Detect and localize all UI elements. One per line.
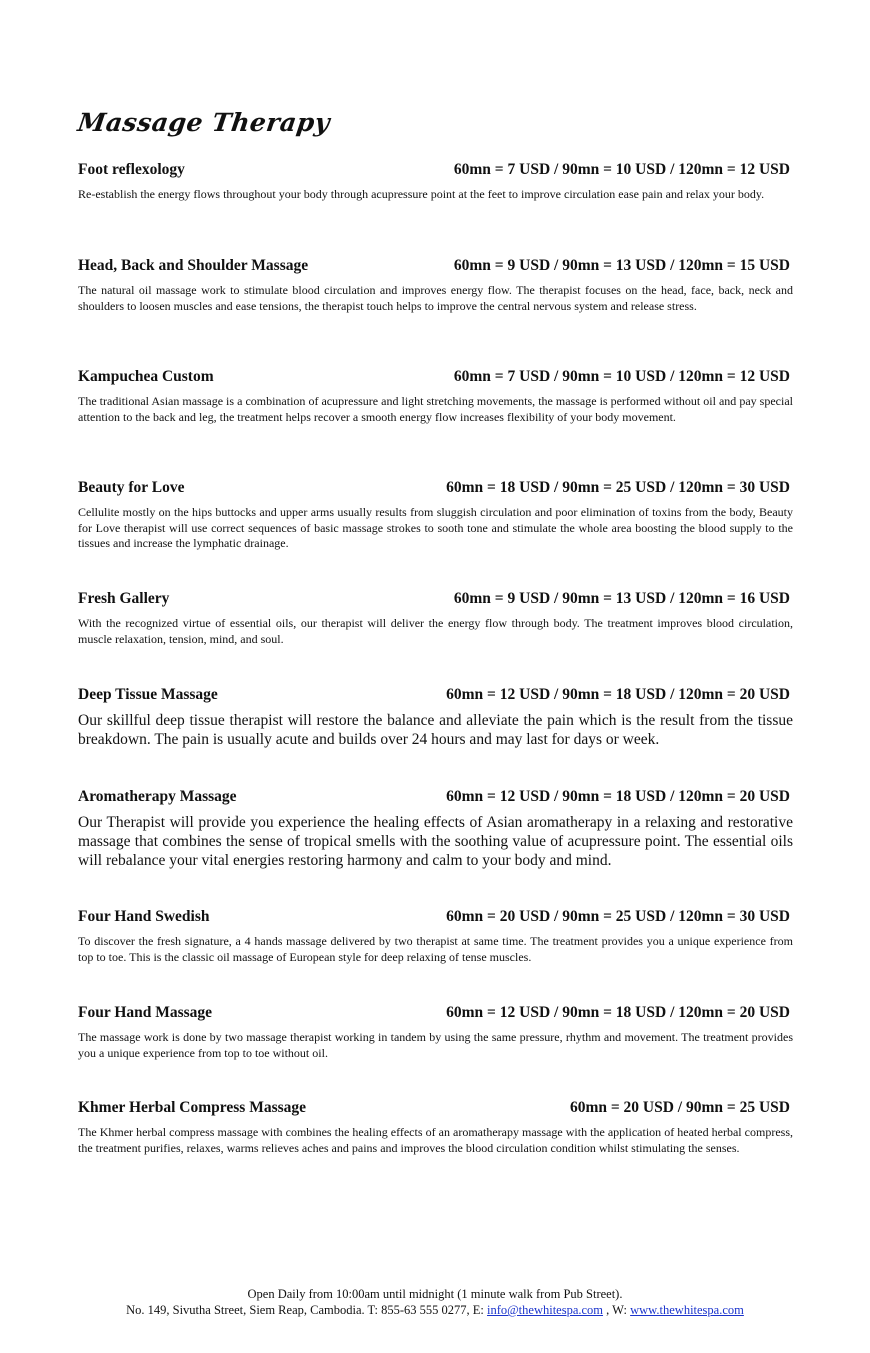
footer-hours: Open Daily from 10:00am until midnight (1 minute walk from Pub Street). xyxy=(247,1287,623,1301)
menu-item-beauty-for-love xyxy=(78,478,793,552)
item-name: Aromatherapy Massage xyxy=(78,788,237,805)
item-description: Our Therapist will provide you experience the healing effects of Asian aromatherapy in a relaxing and restorative massage that combines the sense of tropical smells with the soothing value of acupressure point. The essential oils will rebalance your vital energies restoring harmony and calm to your body and mind. xyxy=(78,814,793,869)
item-description: To discover the fresh signature, a 4 hands massage delivered by two therapist at same time. The treatment provides you a unique experience from top to toe. This is the classic oil massage of European style for deep relaxing of tense muscles. xyxy=(78,934,793,964)
menu-item-kampuchea-custom xyxy=(78,367,793,425)
item-name: Khmer Herbal Compress Massage xyxy=(78,1099,307,1116)
menu-item-aromatherapy xyxy=(78,787,793,870)
email-link[interactable]: info@thewhitespa.com xyxy=(487,1303,604,1317)
menu-item-foot-reflexology xyxy=(78,160,793,203)
item-price: 60mn = 12 USD / 90mn = 18 USD / 120mn = 20 USD xyxy=(446,686,790,703)
item-description: Re-establish the energy flows throughout your body through acupressure point at the feet to improve circulation ease pain and relax your body. xyxy=(78,187,765,201)
item-name: Foot reflexology xyxy=(78,161,185,178)
footer-address: No. 149, Sivutha Street, Siem Reap, Cambodia. T: 855-63 555 0277, E: xyxy=(126,1303,484,1317)
item-price: 60mn = 12 USD / 90mn = 18 USD / 120mn = 20 USD xyxy=(446,788,790,805)
footer-contact xyxy=(0,1302,870,1318)
footer-web-label: , W: xyxy=(606,1303,627,1317)
menu-item-head-back-shoulder xyxy=(78,256,793,314)
item-description: With the recognized virtue of essential oils, our therapist will deliver the energy flow through body. The treatment improves blood circulation, muscle relaxation, tension, mind, and soul. xyxy=(78,616,793,646)
item-description: Cellulite mostly on the hips buttocks and upper arms usually results from sluggish circulation and poor elimination of toxins from the body, Beauty for Love therapist will use correct sequences of basic massage strokes to sooth tone and stimulate the whole area boosting the blood supply to the tissues and increase the lymphatic drainage. xyxy=(78,505,793,550)
item-description: The Khmer herbal compress massage with combines the healing effects of an aromatherapy massage with the application of heated herbal compress, the treatment purifies, relaxes, warms relieves aches and pains and improves the blood circulation condition whilst stimulating the senses. xyxy=(78,1125,793,1155)
item-name: Deep Tissue Massage xyxy=(78,686,218,703)
item-price: 60mn = 18 USD / 90mn = 25 USD / 120mn = 30 USD xyxy=(446,479,790,496)
item-price: 60mn = 20 USD / 90mn = 25 USD / 120mn = 30 USD xyxy=(446,908,790,925)
item-description: Our skillful deep tissue therapist will restore the balance and alleviate the pain which is the result from the tissue breakdown. The pain is usually acute and builds over 24 hours and may last for days or week. xyxy=(78,712,793,748)
item-price: 60mn = 20 USD / 90mn = 25 USD xyxy=(569,1099,790,1116)
item-description: The massage work is done by two massage therapist working in tandem by using the same pressure, rhythm and movement. The treatment provides you a unique experience from top to toe without oil. xyxy=(78,1030,793,1060)
item-name: Fresh Gallery xyxy=(78,590,170,607)
item-price: 60mn = 7 USD / 90mn = 10 USD / 120mn = 12 USD xyxy=(453,368,790,385)
item-price: 60mn = 9 USD / 90mn = 13 USD / 120mn = 16 USD xyxy=(453,590,790,607)
item-description: The natural oil massage work to stimulate blood circulation and improves energy flow. The therapist focuses on the head, face, back, neck and shoulders to loosen muscles and ease tensions, the therapist touch helps to improve the central nervous system and release stress. xyxy=(78,283,793,313)
menu-item-deep-tissue xyxy=(78,685,793,749)
item-name: Four Hand Swedish xyxy=(78,908,210,925)
item-price: 60mn = 7 USD / 90mn = 10 USD / 120mn = 12 USD xyxy=(453,161,790,178)
menu-item-four-hand-massage xyxy=(78,1003,793,1061)
item-price: 60mn = 12 USD / 90mn = 18 USD / 120mn = 20 USD xyxy=(446,1004,790,1021)
footer xyxy=(0,1286,870,1318)
item-name: Kampuchea Custom xyxy=(78,368,214,385)
menu-item-four-hand-swedish xyxy=(78,907,793,965)
item-price: 60mn = 9 USD / 90mn = 13 USD / 120mn = 15 USD xyxy=(453,257,790,274)
page-title: Massage Therapy xyxy=(75,108,332,137)
menu-item-khmer-herbal-compress xyxy=(78,1098,793,1156)
item-name: Four Hand Massage xyxy=(78,1004,213,1021)
item-name: Head, Back and Shoulder Massage xyxy=(78,257,309,274)
item-description: The traditional Asian massage is a combination of acupressure and light stretching movements, the massage is performed without oil and pay special attention to the back and leg, the treatment helps recover a smooth energy flow increases flexibility of your body movement. xyxy=(78,394,793,424)
menu-item-fresh-gallery xyxy=(78,589,793,647)
website-link[interactable]: www.thewhitespa.com xyxy=(630,1303,744,1317)
item-name: Beauty for Love xyxy=(78,479,185,496)
